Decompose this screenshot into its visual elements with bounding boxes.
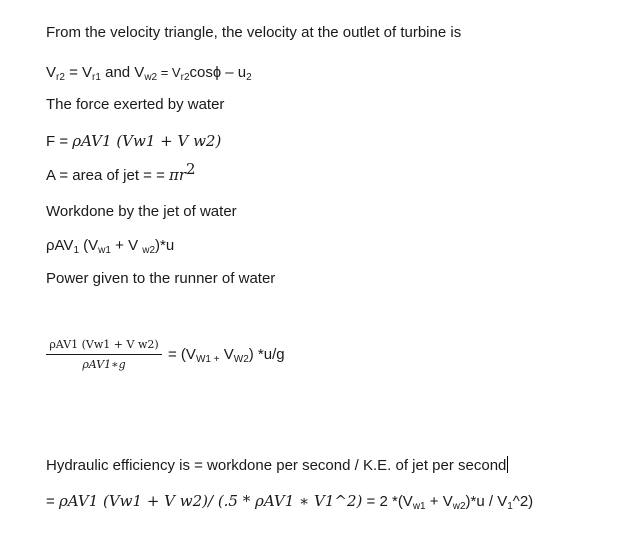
and-v: and V: [100, 64, 145, 81]
power-equation-rhs: [168, 346, 285, 364]
velocity-equation: [46, 64, 252, 82]
times-u-over-v: )*u / V: [465, 493, 508, 510]
times-u: )*u: [155, 237, 175, 254]
exponent: 2: [186, 160, 196, 178]
force-equation: [46, 132, 221, 151]
pi-r: πr: [169, 166, 187, 184]
times-u-over-g: ) *u/g: [248, 346, 285, 363]
force-expression: ρAV1 (Vw1 + V w2): [72, 132, 222, 150]
equals-v: = V: [157, 65, 181, 80]
power-heading: Power given to the runner of water: [46, 270, 276, 287]
efficiency-heading: [46, 456, 508, 475]
subscript: r2: [56, 72, 65, 83]
area-equation: [46, 160, 196, 185]
equals-sign: =: [46, 493, 59, 510]
workdone-equation: [46, 237, 174, 255]
v-symbol: V: [46, 64, 57, 81]
text-cursor: [507, 456, 508, 473]
subscript: w1: [412, 501, 426, 512]
power-fraction: [46, 338, 162, 371]
subscript: w1: [98, 245, 111, 256]
equals-v: = V: [64, 64, 93, 81]
subscript: r1: [92, 72, 101, 83]
subscript: 2: [246, 72, 252, 83]
open-v: (V: [79, 237, 99, 254]
rho-av: ρAV: [46, 237, 74, 254]
subscript: W1 +: [195, 354, 220, 365]
subscript: w2: [452, 501, 466, 512]
subscript: r2: [180, 72, 190, 83]
two-times-v: = 2 *(V: [362, 493, 413, 510]
fraction-numerator: ρAV1 (Vw1 + V w2): [46, 338, 162, 355]
plus-v: + V: [425, 493, 453, 510]
equals-v: = (V: [168, 346, 196, 363]
subscript: W2: [233, 354, 249, 365]
subscript: 1: [507, 501, 513, 512]
intro-text: From the velocity triangle, the velocity at the outlet of turbine is: [46, 24, 462, 41]
efficiency-text: Hydraulic efficiency is = workdone per second / K.E. of jet per second: [46, 457, 507, 474]
workdone-heading: Workdone by the jet of water: [46, 203, 237, 220]
efficiency-expression: ρAV1 (Vw1 + V w2)/ (.5 * ρAV1 ∗ V1^2): [58, 492, 363, 510]
subscript: w2: [142, 245, 156, 256]
force-lhs: F =: [46, 133, 73, 150]
subscript: 1: [73, 245, 79, 256]
cos-term: cosɸ – u: [189, 64, 247, 81]
plus-v: + V: [110, 237, 143, 254]
fraction-denominator: ρAV1∗g: [82, 358, 126, 371]
squared: ^2): [512, 493, 534, 510]
subscript: w2: [144, 72, 158, 83]
area-text: A = area of jet = =: [46, 167, 170, 184]
force-heading: The force exerted by water: [46, 96, 225, 113]
efficiency-equation: [46, 492, 533, 511]
v-symbol: V: [219, 346, 234, 363]
